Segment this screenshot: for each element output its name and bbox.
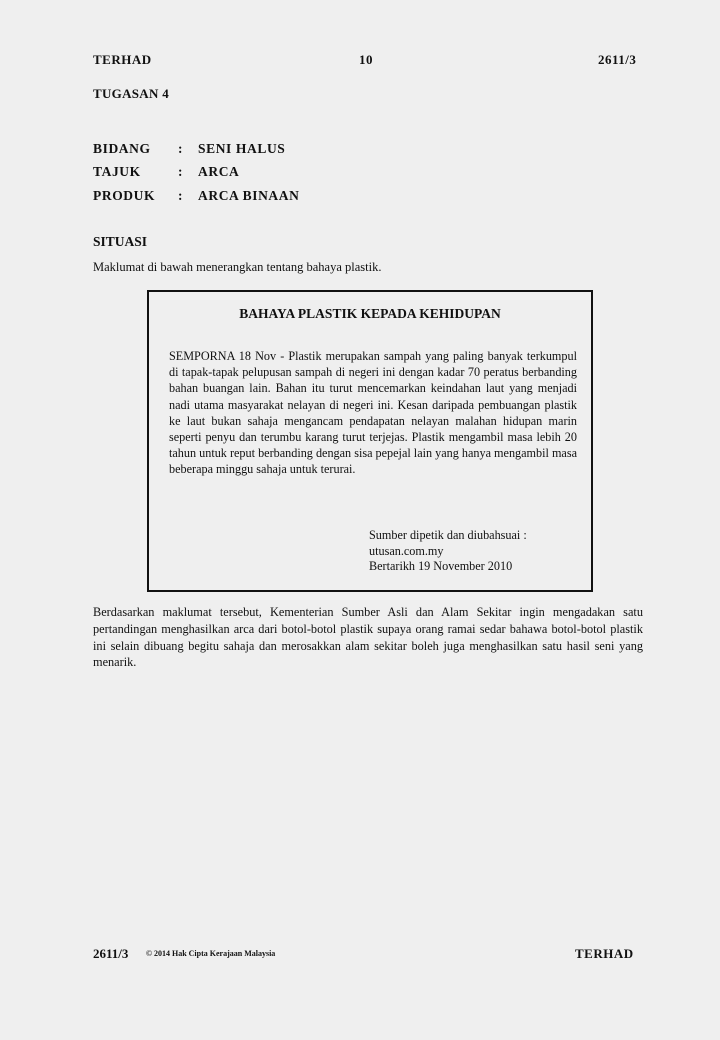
article-source <box>369 528 527 575</box>
source-date: Bertarikh 19 November 2010 <box>369 559 513 573</box>
task-title: TUGASAN 4 <box>93 86 170 101</box>
article-body: SEMPORNA 18 Nov - Plastik merupakan sampah yang paling banyak terkumpul di tapak-tapak pelupusan sampah di negeri ini dengan kadar 70 peratus berbanding bahan buangan lain. Bahan itu turut mencemarkan keindahan laut yang menjadi nadi utama masyarakat nelayan di negeri ini. Kesan daripada pembuangan plastik ke laut bukan sahaja mengancam pendapatan nelayan malahan hidupan marin seperti penyu dan terumbu karang turut terjejas. Plastik mengambil masa lebih 20 tahun untuk reput berbanding dengan sisa pepejal lain yang hanya mengambil masa beberapa minggu sahaja untuk terurai. <box>169 349 577 477</box>
meta-row-produk <box>93 188 299 204</box>
header-classification: TERHAD <box>93 52 152 67</box>
footer-paper-code: 2611/3 <box>93 946 129 961</box>
meta-value: ARCA <box>198 164 240 179</box>
footer-copyright: © 2014 Hak Cipta Kerajaan Malaysia <box>146 949 276 958</box>
meta-row-tajuk <box>93 164 239 180</box>
closing-paragraph: Berdasarkan maklumat tersebut, Kementerian Sumber Asli dan Alam Sekitar ingin mengadakan satu pertandingan menghasilkan arca dari botol-botol plastik supaya orang ramai sedar bahawa botol-botol plastik ini selain dibuang begitu sahaja dan merosakkan alam sekitar boleh juga menghasilkan satu hasil seni yang menarik. <box>93 605 643 670</box>
page-number: 10 <box>359 52 373 67</box>
situation-heading: SITUASI <box>93 234 148 249</box>
meta-label: PRODUK <box>93 188 156 203</box>
article-box <box>147 290 593 592</box>
meta-colon: : <box>178 188 184 203</box>
meta-value: SENI HALUS <box>198 141 286 156</box>
meta-row-bidang <box>93 141 285 157</box>
meta-value: ARCA BINAAN <box>198 188 300 203</box>
source-site: utusan.com.my <box>369 543 444 558</box>
meta-colon: : <box>178 164 184 179</box>
meta-colon: : <box>178 141 184 156</box>
article-title: BAHAYA PLASTIK KEPADA KEHIDUPAN <box>239 306 501 321</box>
footer-classification: TERHAD <box>575 946 634 961</box>
situation-intro: Maklumat di bawah menerangkan tentang bahaya plastik. <box>93 260 382 274</box>
source-label: Sumber dipetik dan diubahsuai : <box>369 528 527 542</box>
meta-label: TAJUK <box>93 164 141 179</box>
header-paper-code: 2611/3 <box>598 52 637 67</box>
meta-label: BIDANG <box>93 141 151 156</box>
